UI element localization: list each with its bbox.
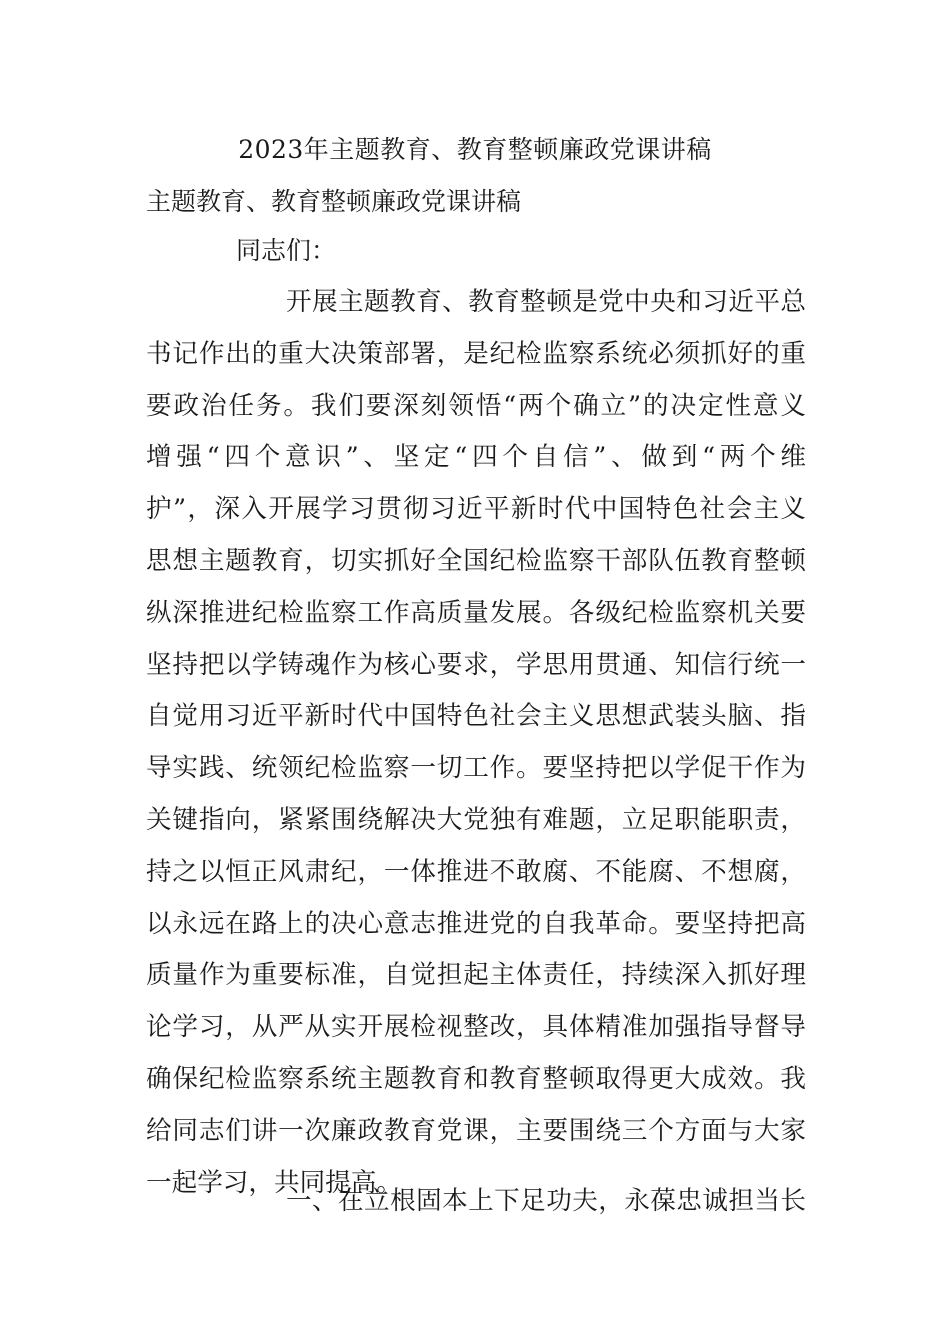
paragraph-line: 纵深推进纪检监察工作高质量发展。各级纪检监察机关要 bbox=[146, 597, 806, 628]
paragraph-line: 思想主题教育，切实抓好全国纪检监察干部队伍教育整顿 bbox=[146, 545, 806, 576]
document-title: 2023年主题教育、教育整顿廉政党课讲稿 bbox=[238, 135, 712, 164]
paragraph-line: 论学习，从严从实开展检视整改，具体精准加强指导督导 bbox=[146, 1012, 806, 1043]
paragraph-line: 确保纪检监察系统主题教育和教育整顿取得更大成效。我 bbox=[146, 1063, 806, 1094]
paragraph-line: 持之以恒正风肃纪，一体推进不敢腐、不能腐、不想腐， bbox=[146, 856, 806, 887]
body-paragraph bbox=[146, 284, 806, 1216]
paragraph-line: 自觉用习近平新时代中国特色社会主义思想武装头脑、指 bbox=[146, 701, 806, 732]
paragraph-line: 增强“四个意识”、坚定“四个自信”、做到“两个维 bbox=[146, 442, 806, 473]
paragraph-line: 一起学习，共同提高。 bbox=[146, 1167, 402, 1198]
salutation: 同志们： bbox=[236, 236, 337, 265]
document-subtitle: 主题教育、教育整顿廉政党课讲稿 bbox=[146, 187, 522, 216]
paragraph-line: 坚持把以学铸魂作为核心要求，学思用贯通、知信行统一 bbox=[146, 649, 806, 680]
paragraph-line: 给同志们讲一次廉政教育党课，主要围绕三个方面与大家 bbox=[146, 1115, 806, 1146]
paragraph-line: 开展主题教育、教育整顿是党中央和习近平总 bbox=[286, 287, 806, 317]
paragraph-line: 质量作为重要标准，自觉担起主体责任，持续深入抓好理 bbox=[146, 960, 806, 991]
paragraph-line: 要政治任务。我们要深刻领悟“两个确立”的决定性意义 bbox=[146, 390, 806, 421]
paragraph-line: 关键指向，紧紧围绕解决大党独有难题，立足职能职责， bbox=[146, 804, 806, 835]
section-heading: 一、在立根固本上下足功夫，永葆忠诚担当长 bbox=[286, 1186, 806, 1216]
paragraph-line: 护”，深入开展学习贯彻习近平新时代中国特色社会主义 bbox=[146, 494, 806, 525]
paragraph-line: 书记作出的重大决策部署，是纪检监察系统必须抓好的重 bbox=[146, 338, 806, 369]
paragraph-line: 以永远在路上的决心意志推进党的自我革命。要坚持把高 bbox=[146, 908, 806, 939]
paragraph-line: 导实践、统领纪检监察一切工作。要坚持把以学促干作为 bbox=[146, 753, 806, 784]
